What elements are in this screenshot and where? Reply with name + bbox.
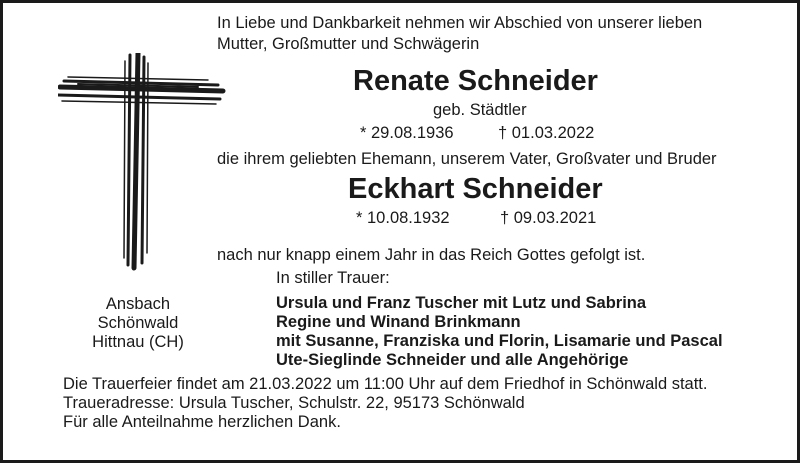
connector-text: die ihrem geliebten Ehemann, unserem Vater, Großvater und Bruder [217,150,717,168]
funeral-info: Die Trauerfeier findet am 21.03.2022 um 11:00 Uhr auf dem Friedhof in Schönwald statt. [63,375,708,393]
place-item: Schönwald [97,314,179,332]
birth-date-eckhart: * 10.08.1932 [356,209,450,227]
cross-icon [58,53,228,273]
thanks-text: Für alle Anteilnahme herzlichen Dank. [63,413,341,431]
mourner-line: Ursula und Franz Tuscher mit Lutz und Sabrina [276,294,647,312]
intro-text [217,13,702,55]
birth-date-renate: * 29.08.1936 [360,124,454,142]
mourners-list [276,294,723,370]
deceased-name-renate: Renate Schneider [353,65,598,97]
mourner-line: mit Susanne, Franziska und Florin, Lisamarie und Pascal [276,332,723,350]
mourning-address: Traueradresse: Ursula Tuscher, Schulstr. 22, 95173 Schönwald [63,394,525,412]
death-date-eckhart: † 09.03.2021 [500,209,597,227]
followed-text: nach nur knapp einem Jahr in das Reich Gottes gefolgt ist. [217,246,646,264]
intro-line-1: In Liebe und Dankbarkeit nehmen wir Abschied von unserer lieben [217,14,703,32]
place-item: Hittnau (CH) [92,333,184,351]
intro-line-2: Mutter, Großmutter und Schwägerin [217,35,480,53]
places-list [73,295,203,352]
place-item: Ansbach [105,295,171,313]
footer-info [63,375,707,432]
mourning-label: In stiller Trauer: [276,269,390,287]
death-date-renate: † 01.03.2022 [498,124,595,142]
mourner-line: Regine und Winand Brinkmann [276,313,521,331]
mourner-line: Ute-Sieglinde Schneider und alle Angehörige [276,351,629,369]
maiden-name: geb. Städtler [433,101,527,119]
deceased-name-eckhart: Eckhart Schneider [348,173,603,205]
